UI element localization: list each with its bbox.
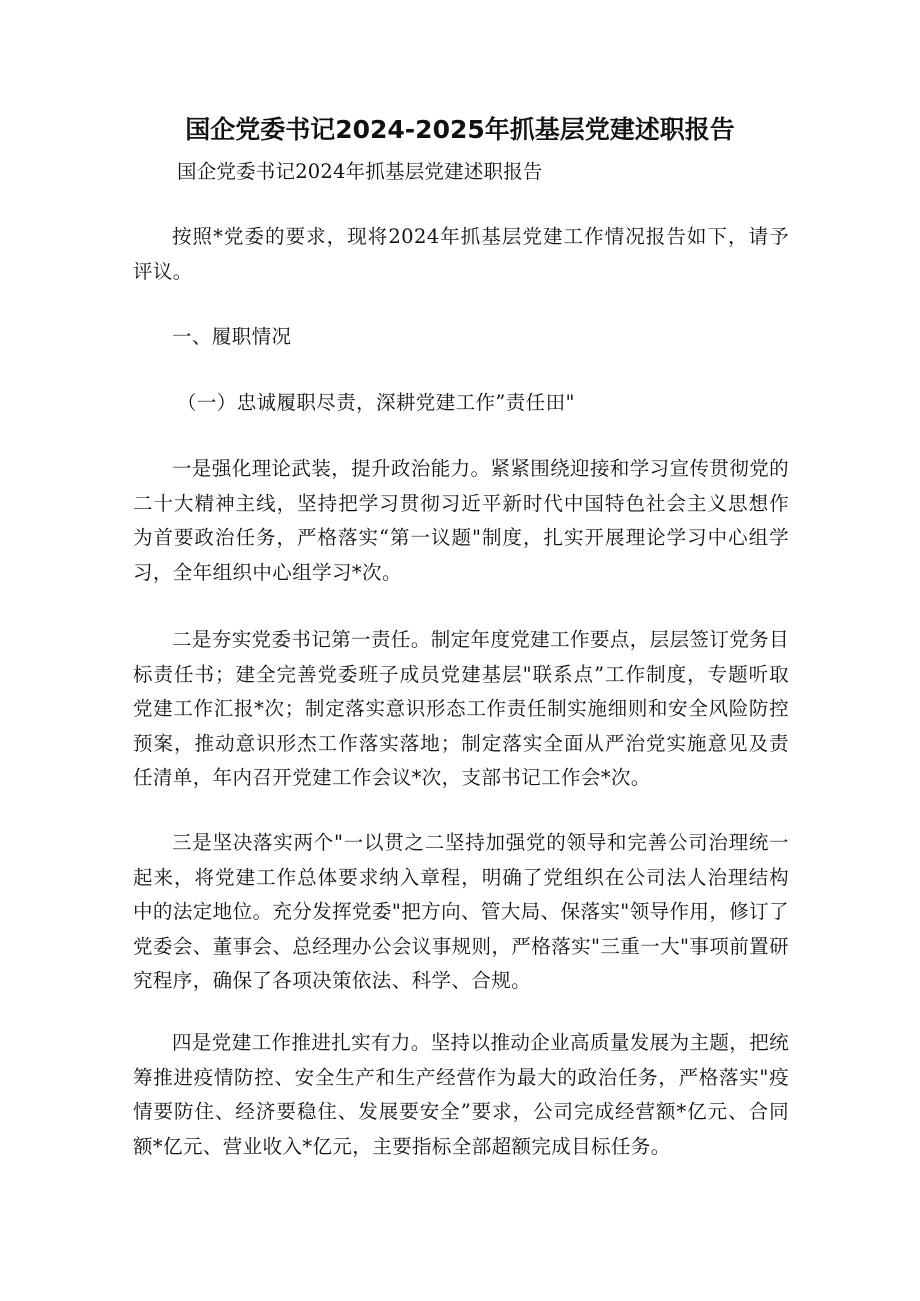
- body-paragraph-3: 三是坚决落实两个"一以贯之二坚持加强党的领导和完善公司治理统一起来，将党建工作总体要求纳入章程，明确了党组织在公司法人治理结构中的法定地位。充分发挥党委"把方向、管大局、保落实"领导作用，修订了党委会、董事会、总经理办公会议事规则，严格落实"三重一大"事项前置研究程序，确保了各项决策依法、科学、合规。: [133, 831, 789, 992]
- body-paragraph-1: 一是强化理论武装，提升政治能力。紧紧围绕迎接和学习宣传贯彻党的二十大精神主线，坚持把学习贯彻习近平新时代中国特色社会主义思想作为首要政治任务，严格落实“第一议题"制度，扎实开展理论学习中心组学习，全年组织中心组学习*次。: [133, 457, 789, 584]
- body-paragraph-2: 二是夯实党委书记第一责任。制定年度党建工作要点，层层签订党务目标责任书；建全完善党委班子成员党建基层"联系点”工作制度，专题听取党建工作汇报*次；制定落实意识形态工作责任制实施细则和安全风险防控预案，推动意识形杰工作落实落地；制定落实全面从严治党实施意见及责任清单，年内召开党建工作会议*次，支部书记工作会*次。: [133, 628, 789, 789]
- document-title: 国企党委书记2024-2025年抓基层党建述职报告: [185, 115, 735, 144]
- section-heading: 一、履职情况: [172, 325, 292, 348]
- body-paragraph-4: 四是党建工作推进扎实有力。坚持以推动企业高质量发展为主题，把统筹推进疫情防控、安全生产和生产经营作为最大的政治任务，严格落实"疫情要防住、经济要稳住、发展要安全”要求，公司完成经营额*亿元、合同额*亿元、营业收入*亿元，主要指标全部超额完成目标任务。: [133, 1031, 789, 1158]
- intro-paragraph: 按照*党委的要求，现将2024年抓基层党建工作情况报告如下，请予评议。: [133, 225, 789, 283]
- document-subtitle: 国企党委书记2024年抓基层党建述职报告: [177, 160, 543, 183]
- subsection-heading: （一）忠诚履职尽责，深耕党建工作”责任田": [177, 391, 575, 414]
